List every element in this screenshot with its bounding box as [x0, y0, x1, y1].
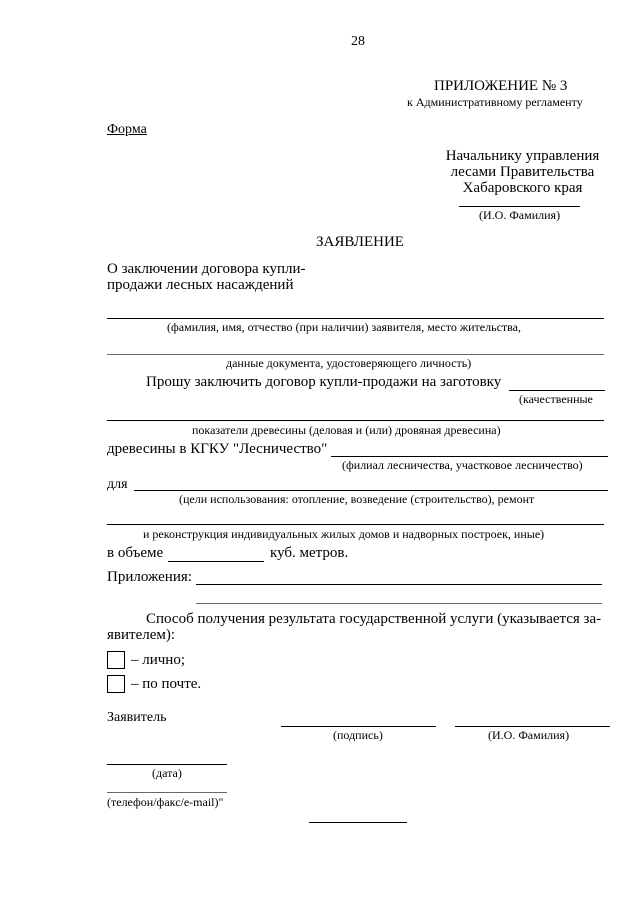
subject-block: [107, 261, 306, 293]
wood-indicators-caption: показатели древесины (деловая и (или) дровяная древесина): [192, 423, 501, 437]
volume-unit: куб. метров.: [270, 545, 349, 561]
in-person-label: – лично;: [131, 652, 186, 668]
addressee-line-2: лесами Правительства: [450, 164, 595, 180]
addressee-name-line[interactable]: [459, 206, 580, 207]
addressee-line-3: Хабаровского края: [462, 180, 583, 196]
by-mail-label: – по почте.: [131, 676, 202, 692]
closing-separator: [309, 822, 407, 823]
applicant-caption: (фамилия, имя, отчество (при наличии) заявителя, место жительства,: [167, 320, 521, 334]
date-caption: (дата): [152, 766, 182, 780]
purpose-caption: (цели использования: отопление, возведение (строительство), ремонт: [179, 492, 535, 506]
branch-caption: (филиал лесничества, участковое лесничество): [342, 458, 583, 472]
attachments-field-line-2[interactable]: [196, 603, 602, 604]
volume-prefix: в объеме: [107, 545, 164, 561]
in-person-checkbox[interactable]: [107, 651, 125, 669]
wood-indicators-field-line[interactable]: [107, 420, 604, 421]
applicant-field-line[interactable]: [107, 318, 604, 319]
wood-in-text: древесины в КГКУ "Лесничество": [107, 441, 328, 457]
purpose-field-line[interactable]: [134, 490, 608, 491]
branch-field-line[interactable]: [331, 456, 608, 457]
appendix-title: ПРИЛОЖЕНИЕ № 3: [434, 78, 568, 94]
signature-field-line[interactable]: [281, 726, 436, 727]
addressee-line-1: Начальнику управления: [445, 148, 600, 164]
applicant-name-caption: (И.О. Фамилия): [488, 728, 570, 742]
form-label: Форма: [107, 122, 147, 137]
request-text: Прошу заключить договор купли-продажи на заготовку: [146, 374, 502, 390]
page-number: 28: [351, 34, 365, 49]
contacts-field-line[interactable]: [107, 792, 227, 793]
subject-line-2: продажи лесных насаждений: [107, 277, 294, 293]
attachments-field-line[interactable]: [196, 584, 602, 585]
reconstruction-caption: и реконструкция индивидуальных жилых домов и надворных построек, иные): [143, 527, 545, 541]
id-document-caption: данные документа, удостоверяющего личность): [226, 356, 472, 370]
applicant-name-field-line[interactable]: [455, 726, 610, 727]
id-document-field-line[interactable]: [107, 354, 604, 355]
contacts-caption: (телефон/факс/e-mail)": [107, 795, 224, 809]
applicant-label: Заявитель: [107, 710, 167, 725]
document-heading: ЗАЯВЛЕНИЕ: [316, 234, 404, 250]
addressee-name-caption: (И.О. Фамилия): [479, 208, 561, 222]
delivery-line-1: Способ получения результата государственной услуги (указывается за-: [146, 611, 602, 627]
subject-line-1: О заключении договора купли-: [107, 261, 306, 277]
reconstruction-field-line[interactable]: [107, 524, 604, 525]
signature-caption: (подпись): [333, 728, 383, 742]
for-text: для: [107, 477, 128, 492]
quality-field-line[interactable]: [509, 390, 605, 391]
addressee-block: [430, 148, 615, 196]
quality-caption: (качественные: [519, 392, 593, 406]
appendix-subtitle: к Административному регламенту: [407, 95, 583, 109]
delivery-line-2: явителем):: [107, 627, 176, 643]
attachments-label: Приложения:: [107, 569, 192, 585]
date-field-line[interactable]: [107, 764, 227, 765]
by-mail-checkbox[interactable]: [107, 675, 125, 693]
volume-field-line[interactable]: [168, 561, 264, 562]
